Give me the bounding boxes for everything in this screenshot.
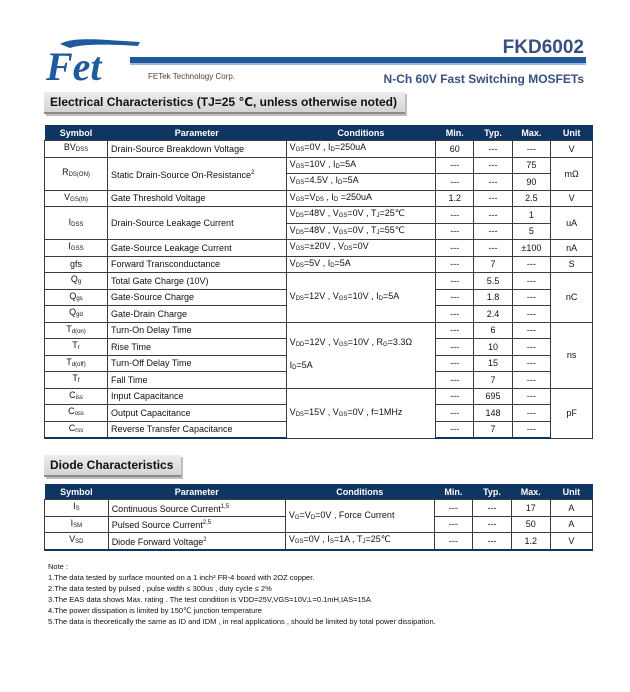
col-header: Max.: [511, 484, 550, 500]
min-cell: ---: [436, 157, 474, 174]
parameter-cell: Pulsed Source Current$^{2,5}$: [108, 516, 285, 533]
col-header: Max.: [512, 125, 551, 141]
max-cell: ---: [512, 256, 551, 273]
condition-cell: VGS=0V , IS=1A , TJ=25℃: [285, 533, 434, 550]
parameter-cell: Gate-Source Charge: [108, 289, 287, 306]
min-cell: ---: [436, 289, 474, 306]
parameter-cell: Total Gate Charge (10V): [108, 273, 287, 290]
note-line: Note :: [48, 562, 69, 571]
min-cell: ---: [434, 516, 473, 533]
min-cell: ---: [436, 273, 474, 290]
col-header: Symbol: [45, 125, 108, 141]
typ-cell: ---: [473, 516, 512, 533]
parameter-cell: Input Capacitance: [108, 388, 287, 405]
col-header: Unit: [551, 125, 593, 141]
parameter-cell: Gate-Drain Charge: [108, 306, 287, 323]
table-row: [45, 240, 593, 257]
symbol-cell: Crss: [45, 421, 108, 438]
min-cell: ---: [436, 306, 474, 323]
parameter-cell: Gate Threshold Voltage: [108, 190, 287, 207]
symbol-cell: Td(on): [45, 322, 108, 339]
symbol-cell: Qgs: [45, 289, 108, 306]
unit-cell: ns: [551, 322, 593, 388]
max-cell: 75: [512, 157, 551, 174]
min-cell: ---: [436, 256, 474, 273]
table-row: [45, 322, 593, 339]
condition-cell: VDS=15V , VGS=0V , f=1MHz: [286, 388, 436, 438]
parameter-cell: Forward Transconductance: [108, 256, 287, 273]
unit-cell: nC: [551, 273, 593, 323]
electrical-section-title: Electrical Characteristics (TJ=25 ℃, unless otherwise noted): [44, 92, 405, 114]
parameter-cell: Continuous Source Current$^{1,5}$: [108, 500, 285, 517]
table-row: [45, 256, 593, 273]
max-cell: ---: [512, 306, 551, 323]
max-cell: ---: [512, 273, 551, 290]
typ-cell: 1.8: [474, 289, 512, 306]
min-cell: ---: [436, 372, 474, 389]
notes-block: [48, 561, 436, 627]
col-header: Conditions: [285, 484, 434, 500]
min-cell: ---: [434, 533, 473, 550]
min-cell: ---: [436, 388, 474, 405]
fetek-logo-icon: [44, 38, 144, 86]
symbol-cell: Qg: [45, 273, 108, 290]
diode-table: [44, 484, 593, 551]
condition-cell: VDS=48V , VGS=0V , TJ=55℃: [286, 223, 436, 240]
company-name: FETek Technology Corp.: [148, 72, 236, 81]
min-cell: 60: [436, 141, 474, 158]
unit-cell: S: [551, 256, 593, 273]
symbol-cell: IDSS: [45, 207, 108, 240]
parameter-cell: Diode Forward Voltage$^2$: [108, 533, 285, 550]
condition-cell: VGS=4.5V , ID=5A: [286, 174, 436, 191]
col-header: Typ.: [474, 125, 512, 141]
table-row: [45, 388, 593, 405]
typ-cell: 10: [474, 339, 512, 356]
symbol-cell: Tr: [45, 339, 108, 356]
parameter-cell: Output Capacitance: [108, 405, 287, 422]
note-line: 1.The data tested by surface mounted on a 1 inch² FR-4 board with 2OZ copper.: [48, 573, 315, 582]
max-cell: ---: [512, 405, 551, 422]
typ-cell: ---: [474, 141, 512, 158]
table-header-row: [45, 125, 593, 141]
min-cell: ---: [436, 223, 474, 240]
max-cell: 1.2: [511, 533, 550, 550]
min-cell: ---: [436, 240, 474, 257]
symbol-cell: gfs: [45, 256, 108, 273]
note-line: 2.The data tested by pulsed , pulse width ≤ 300us , duty cycle ≤ 2%: [48, 584, 272, 593]
parameter-cell: Turn-Off Delay Time: [108, 355, 287, 372]
diode-section-title: Diode Characteristics: [44, 455, 181, 477]
table-row: [45, 273, 593, 290]
typ-cell: 148: [474, 405, 512, 422]
unit-cell: mΩ: [551, 157, 593, 190]
max-cell: 90: [512, 174, 551, 191]
table-row: [45, 157, 593, 174]
parameter-cell: Gate-Source Leakage Current: [108, 240, 287, 257]
symbol-cell: Td(off): [45, 355, 108, 372]
unit-cell: uA: [551, 207, 593, 240]
parameter-cell: Reverse Transfer Capacitance: [108, 421, 287, 438]
symbol-cell: IS: [45, 500, 109, 517]
note-line: 5.The data is theoretically the same as ID and IDM , in real applications , should be limited by total power dissipation.: [48, 617, 436, 626]
symbol-cell: Tf: [45, 372, 108, 389]
typ-cell: 7: [474, 372, 512, 389]
header-band-light: [130, 63, 586, 65]
symbol-cell: Ciss: [45, 388, 108, 405]
symbol-cell: VSD: [45, 533, 109, 550]
typ-cell: 7: [474, 421, 512, 438]
condition-cell: VDS=48V , VGS=0V , TJ=25℃: [286, 207, 436, 224]
typ-cell: ---: [474, 157, 512, 174]
condition-cell: VGS=±20V , VDS=0V: [286, 240, 436, 257]
max-cell: 1: [512, 207, 551, 224]
typ-cell: ---: [474, 190, 512, 207]
product-subtitle: N-Ch 60V Fast Switching MOSFETs: [383, 72, 584, 86]
min-cell: ---: [436, 322, 474, 339]
col-header: Parameter: [108, 125, 287, 141]
unit-cell: A: [550, 516, 592, 533]
table-row: [45, 190, 593, 207]
symbol-cell: ISM: [45, 516, 109, 533]
col-header: Symbol: [45, 484, 109, 500]
min-cell: ---: [436, 405, 474, 422]
max-cell: 17: [511, 500, 550, 517]
symbol-cell: Coss: [45, 405, 108, 422]
min-cell: ---: [436, 355, 474, 372]
unit-cell: V: [551, 141, 593, 158]
typ-cell: 7: [474, 256, 512, 273]
table-row: [45, 141, 593, 158]
condition-cell: VGS=VDS , ID =250uA: [286, 190, 436, 207]
part-number: FKD6002: [502, 37, 584, 58]
typ-cell: 2.4: [474, 306, 512, 323]
col-header: Typ.: [473, 484, 512, 500]
condition-cell: VGS=10V , ID=5A: [286, 157, 436, 174]
note-line: 4.The power dissipation is limited by 150℃ junction temperature: [48, 606, 262, 615]
max-cell: ---: [512, 339, 551, 356]
typ-cell: ---: [474, 223, 512, 240]
col-header: Min.: [436, 125, 474, 141]
condition-cell: VDS=12V , VGS=10V , ID=5A: [286, 273, 436, 323]
typ-cell: ---: [474, 207, 512, 224]
condition-cell: VDD=12V , VGS=10V , RG=3.3Ω ID=5A: [286, 322, 436, 388]
unit-cell: A: [550, 500, 592, 517]
table-row: [45, 533, 593, 550]
unit-cell: nA: [551, 240, 593, 257]
symbol-cell: Qgd: [45, 306, 108, 323]
table-header-row: [45, 484, 593, 500]
parameter-cell: Fall Time: [108, 372, 287, 389]
typ-cell: 695: [474, 388, 512, 405]
svg-text:Fet: Fet: [46, 44, 102, 86]
parameter-cell: Static Drain-Source On-Resistance$^2$: [108, 157, 287, 190]
col-header: Min.: [434, 484, 473, 500]
max-cell: 5: [512, 223, 551, 240]
max-cell: 2.5: [512, 190, 551, 207]
typ-cell: ---: [473, 500, 512, 517]
col-header: Conditions: [286, 125, 436, 141]
condition-cell: VG=VD=0V , Force Current: [285, 500, 434, 533]
max-cell: ---: [512, 289, 551, 306]
max-cell: 50: [511, 516, 550, 533]
note-line: 3.The EAS data shows Max. rating . The test condition is VDD=25V,VGS=10V,L=0.1mH,IAS=15A: [48, 595, 371, 604]
table-row: [45, 500, 593, 517]
parameter-cell: Turn-On Delay Time: [108, 322, 287, 339]
min-cell: ---: [436, 207, 474, 224]
typ-cell: ---: [474, 174, 512, 191]
electrical-table: [44, 125, 593, 439]
max-cell: ---: [512, 372, 551, 389]
max-cell: ---: [512, 421, 551, 438]
typ-cell: ---: [474, 240, 512, 257]
unit-cell: V: [550, 533, 592, 550]
col-header: Unit: [550, 484, 592, 500]
unit-cell: pF: [551, 388, 593, 438]
table-row: [45, 207, 593, 224]
parameter-cell: Rise Time: [108, 339, 287, 356]
condition-cell: VDS=5V , ID=5A: [286, 256, 436, 273]
typ-cell: ---: [473, 533, 512, 550]
min-cell: ---: [436, 174, 474, 191]
condition-cell: VGS=0V , ID=250uA: [286, 141, 436, 158]
unit-cell: V: [551, 190, 593, 207]
max-cell: ---: [512, 322, 551, 339]
symbol-cell: VGS(th): [45, 190, 108, 207]
col-header: Parameter: [108, 484, 285, 500]
min-cell: 1.2: [436, 190, 474, 207]
symbol-cell: BVDSS: [45, 141, 108, 158]
typ-cell: 5.5: [474, 273, 512, 290]
min-cell: ---: [436, 421, 474, 438]
max-cell: ---: [512, 388, 551, 405]
min-cell: ---: [436, 339, 474, 356]
parameter-cell: Drain-Source Leakage Current: [108, 207, 287, 240]
typ-cell: 6: [474, 322, 512, 339]
max-cell: ---: [512, 141, 551, 158]
max-cell: ±100: [512, 240, 551, 257]
symbol-cell: RDS(ON): [45, 157, 108, 190]
symbol-cell: IGSS: [45, 240, 108, 257]
max-cell: ---: [512, 355, 551, 372]
parameter-cell: Drain-Source Breakdown Voltage: [108, 141, 287, 158]
typ-cell: 15: [474, 355, 512, 372]
min-cell: ---: [434, 500, 473, 517]
